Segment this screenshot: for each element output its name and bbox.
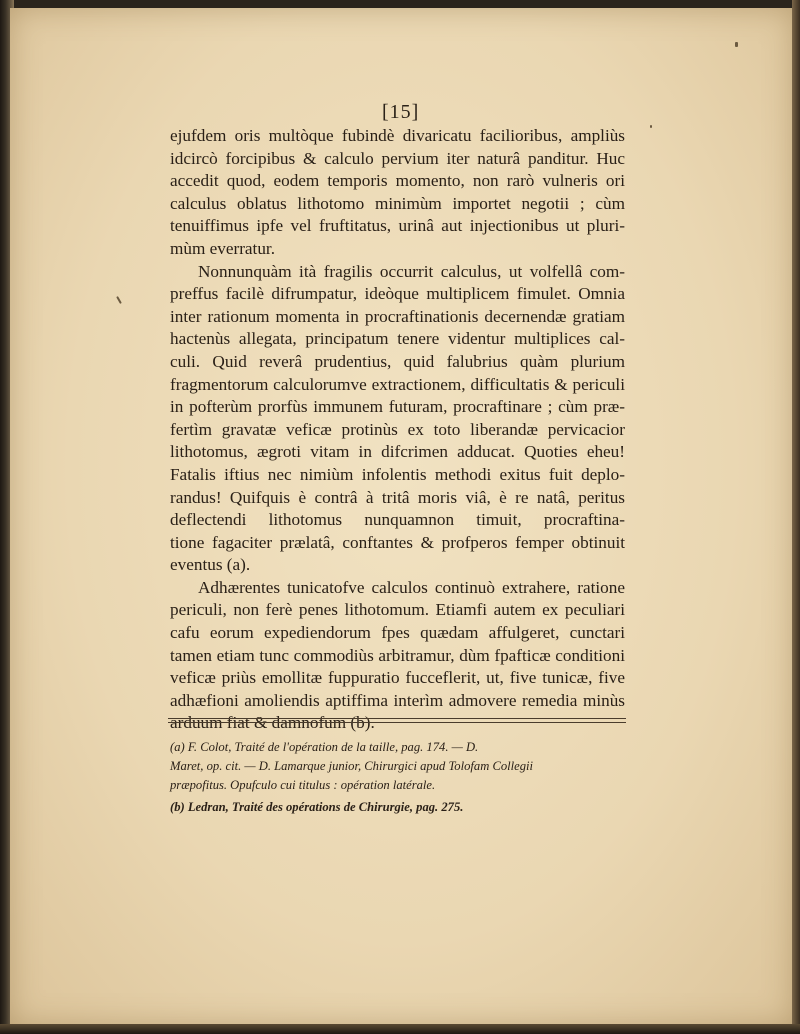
page-bottom-edge [0, 1024, 800, 1034]
text-line: veficæ priùs emollitæ fuppuratio fucceflerit, ut, five tunicæ, five [170, 668, 625, 688]
text-line: mùm everratur. [170, 238, 275, 258]
text-line: tamen etiam tunc commodiùs arbitramur, dùm fpafticæ conditioni [170, 645, 625, 665]
text-line: inter rationum momenta in procraftinationis decernendæ gratiam [170, 306, 625, 326]
text-line: fragmentorum calculorumve extractionem, difficultatis & periculi [170, 374, 625, 394]
text-line: adhæfioni amoliendis aptiffima interìm admovere remedia minùs [170, 690, 625, 710]
text-line: cafu eorum expediendorum fpes quædam affulgeret, cunctari [170, 623, 625, 643]
text-line: hactenùs allegata, principatum tenere videntur multiplices cal- [170, 329, 625, 349]
text-line: tione fagaciter prælatâ, conftantes & profperos femper obtinuit [170, 532, 625, 552]
text-line: Adhærentes tunicatofve calculos continuò extrahere, ratione [198, 577, 625, 597]
text-line: lithotomus, ægroti vitam in difcrimen adducat. Quoties eheu! [170, 442, 625, 462]
text-line: eventus (a). [170, 555, 251, 575]
page-right-edge [792, 0, 800, 1034]
page-number: [15] [382, 101, 420, 123]
footnote-divider [168, 718, 626, 723]
paragraph-3 [170, 577, 625, 735]
text-line: Nonnunquàm ità fragilis occurrit calculus, ut volfellâ com- [198, 261, 625, 281]
footnote-b [170, 798, 625, 817]
text-line: fertìm gravatæ veficæ protinùs ex toto liberandæ pervicacior [170, 419, 625, 439]
text-line: in pofterùm prorfùs immunem futuram, procraftinare ; cùm præ- [170, 397, 625, 417]
text-line: tenuiffimus ipfe vel fruftitatus, urinâ aut injectionibus ut pluri- [170, 216, 625, 236]
footnote-line: (b) Ledran, Traité des opérations de Chirurgie, pag. 275. [170, 800, 464, 814]
paper-speck [650, 125, 652, 128]
text-line: Fatalis iftius nec nimiùm infolentis methodi exitus fuit deplo- [170, 464, 625, 484]
footnotes [170, 738, 625, 817]
text-line: ejufdem oris multòque fubindè divaricatu facilioribus, ampliùs [170, 126, 625, 145]
text-line: arduum fiat & damnofum (b). [170, 713, 375, 733]
footnote-line: (a) F. Colot, Traité de l'opération de la taille, pag. 174. — D. [170, 740, 479, 754]
body-text [170, 125, 625, 735]
paragraph-1 [170, 125, 625, 261]
text-line: randus! Quifquis è contrâ à tritâ moris viâ, è re natâ, peritus [170, 487, 625, 507]
paragraph-2 [170, 261, 625, 577]
text-line: accedit quod, eodem temporis momento, non rarò vulneris ori [170, 171, 625, 191]
text-line: periculi, non ferè penes lithotomum. Etiamfi autem ex peculiari [170, 600, 625, 620]
text-line: preffus facilè difrumpatur, ideòque multiplicem fimulet. Omnia [170, 284, 625, 304]
footnote-line: Maret, op. cit. — D. Lamarque junior, Chirurgici apud Tolofam Collegii [170, 759, 534, 773]
text-line: deflectendi lithotomus nunquamnon timuit, procraftina- [170, 510, 625, 530]
paper-speck [735, 42, 738, 47]
text-line: calculus oblatus lithotomo minimùm importet negotii ; cùm [170, 193, 625, 213]
text-line: idcircò forcipibus & calculo pervium iter naturâ panditur. Huc [170, 148, 625, 168]
footnote-line: præpofitus. Opufculo cui titulus : opération latérale. [170, 778, 436, 792]
text-line: culi. Quid reverâ prudentius, quid falubrius quàm plurium [170, 351, 625, 371]
footnote-a [170, 738, 625, 795]
